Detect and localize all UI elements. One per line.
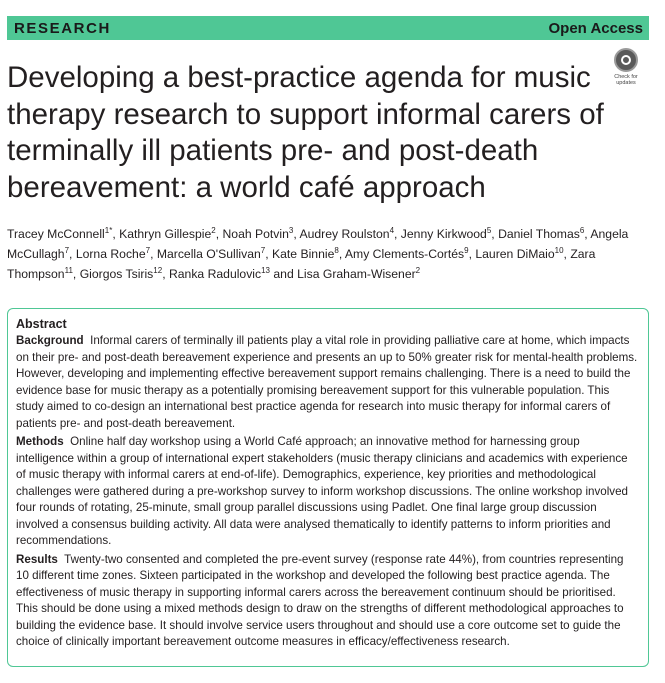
results-label: Results [16,552,58,566]
author-name[interactable]: Lorna Roche [75,247,146,261]
author-affiliation[interactable]: 2 [211,226,216,235]
author-affiliation[interactable]: 4 [389,226,395,235]
article-title: Developing a best-practice agenda for music therapy research to support informal carers of terminally ill patients pre- and post-death bereavement: a world café approach [7,61,604,204]
author-separator: , [150,247,157,261]
author-name[interactable]: Zara Thompson [7,247,596,281]
author-separator: , [72,267,80,281]
author-separator: , [338,247,345,261]
author-separator: , [293,227,300,241]
author-separator: , [215,227,223,241]
author-name[interactable]: Giorgos Tsiris [79,267,154,281]
author-separator: , [265,247,273,261]
methods-label: Methods [16,435,64,448]
author-name[interactable]: Audrey Roulston [299,227,390,241]
author-affiliation[interactable]: 7 [145,246,151,255]
check-updates-icon [614,48,638,72]
abstract-box [7,308,649,667]
author-affiliation[interactable]: 7 [260,246,266,255]
author-name[interactable]: Tracey McConnell [7,227,105,241]
author-separator: and [270,267,298,281]
author-name[interactable]: Noah Potvin [222,227,289,241]
abstract-background [16,333,638,432]
abstract-results [16,552,638,651]
author-affiliation[interactable]: 12 [153,266,163,275]
author-name[interactable]: Lisa Graham-Wisener [297,267,416,281]
badge-line1: Check for [614,74,638,80]
author-name[interactable]: Lauren DiMaio [475,247,555,261]
open-access-label[interactable]: Open Access [548,19,643,37]
abstract-heading: Abstract [16,317,67,331]
badge-line2: updates [616,80,636,86]
author-separator: , [394,227,401,241]
author-separator: , [112,227,120,241]
author-affiliation[interactable]: 6 [579,226,585,235]
author-affiliation[interactable]: 9 [464,246,469,255]
author-affiliation[interactable]: 10 [554,246,564,255]
background-text: Informal carers of terminally ill patients play a vital role in providing palliative care at home, which impacts on their pre- and post-death bereavement experience and presents an up to 50% greater risk for mental-health problems. However, developing and implementing effective bereavement support remains challenging. There is a need to build the evidence base for music therapy as a potentially promising bereavement support for this vulnerable population. This study aimed to co-design an international best practice agenda for research into music therapy for informal carers of patients pre- and post-death bereavement. [16,334,638,430]
author-affiliation[interactable]: 7 [64,246,70,255]
author-affiliation[interactable]: 3 [288,226,294,235]
author-name[interactable]: Kathryn Gillespie [119,227,212,241]
author-affiliation[interactable]: 13 [261,266,271,275]
author-name[interactable]: Angela McCullagh [7,227,629,261]
article-type-banner [7,16,649,40]
author-affiliation[interactable]: 8 [334,246,339,255]
author-separator: , [69,247,76,261]
author-separator: , [563,247,571,261]
author-name[interactable]: Daniel Thomas [498,227,580,241]
author-separator: , [162,267,169,281]
author-separator: , [468,247,476,261]
author-name[interactable]: Ranka Radulovic [168,267,262,281]
background-label: Background [16,334,84,347]
methods-text: Online half day workshop using a World Café approach; an innovative method for harnessing group intelligence within a group of international expert stakeholders (music therapy clinicians and academics with experience of music therapy with informal carers at end-of-life). Demographics, experience, key priorities and methodological challenges were gathered during a pre-workshop survey to inform workshop discussions. The online workshop involved four rounds of rotating, 25-minute, small group parallel discussions using Padlet. One final large group discussion involved a consensus building activity. All data were analysed thematically to identify patterns to inform priorities and recommendations. [16,435,629,547]
abstract-methods [16,434,638,550]
author-name[interactable]: Marcella O'Sullivan [156,247,261,261]
author-separator: , [584,227,591,241]
author-separator: , [491,227,499,241]
author-list [7,224,652,284]
author-affiliation[interactable]: 1* [104,226,113,235]
author-affiliation[interactable]: 5 [486,226,492,235]
author-affiliation[interactable]: 11 [64,266,73,275]
article-type-label: RESEARCH [14,19,111,37]
author-name[interactable]: Jenny Kirkwood [400,227,487,241]
author-name[interactable]: Amy Clements-Cortés [344,247,465,261]
results-text: Twenty-two consented and completed the pre-event survey (response rate 44%), from countries representing 10 different time zones. Sixteen participated in the workshop and developed the following best practice agenda. The effectiveness of music therapy in supporting informal carers across the bereavement continuum should be prioritised. This should be done using a mixed methods design to draw on the strengths of different methodological approaches to building the evidence base. It should involve service users throughout and should use a core outcome set to guide the choice of clinically important bereavement outcome measures in efficacy/effectiveness research. [16,552,624,648]
check-for-updates-badge[interactable] [609,48,643,88]
author-affiliation[interactable]: 2 [415,266,421,275]
author-name[interactable]: Kate Binnie [272,247,335,261]
